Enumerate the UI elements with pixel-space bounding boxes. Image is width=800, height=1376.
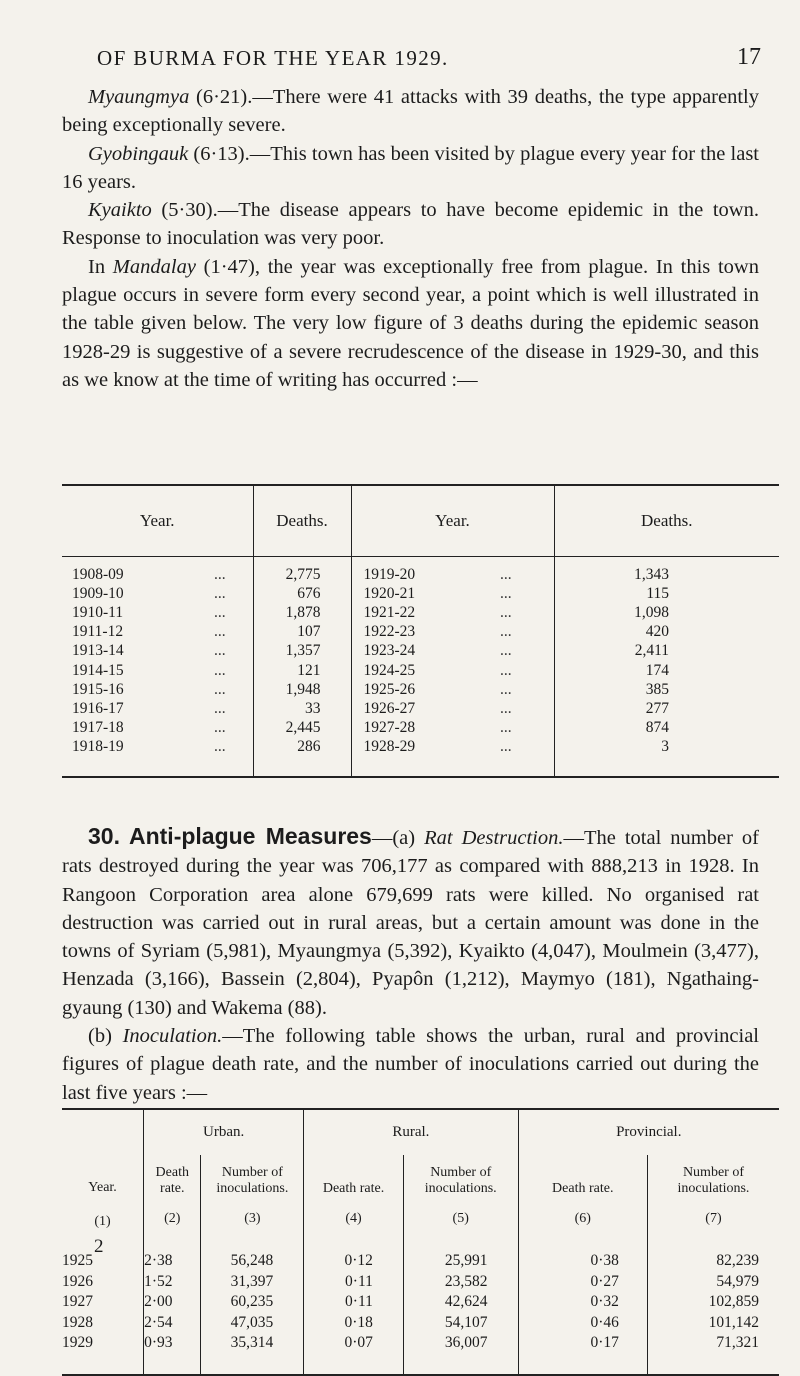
year-cell: 1918-19 <box>72 738 124 756</box>
deaths-cell: 121 <box>253 661 351 680</box>
page-number: 17 <box>737 44 761 70</box>
inoculation-paragraph: (b) Inoculation.—The following table shows the urban, rural and provincial figures of plague death rate, and the number of inoculations carried out during the last five years :— <box>62 1025 759 1104</box>
deaths-cell: 874 <box>554 719 779 738</box>
paragraph-myaungmya: Myaungmya (6·21).—There were 41 attacks with 39 deaths, the type apparently being exceptionally severe. <box>62 86 759 137</box>
leader-dots: ... <box>213 623 226 641</box>
table-row <box>62 1313 779 1334</box>
year-cell: 1924-25 <box>351 661 458 680</box>
value-cell: 0·46 <box>518 1313 647 1334</box>
leader-dots: ... <box>499 642 512 660</box>
header-deaths-1: Deaths. <box>253 485 351 557</box>
column-header: Death rate. (6) <box>518 1155 647 1231</box>
leader-dots: ... <box>499 603 512 621</box>
value-cell: 0·38 <box>518 1231 647 1272</box>
leader-dots: ... <box>499 661 512 679</box>
year-cell: 1908-09 <box>72 565 124 583</box>
value-cell: 102,859 <box>647 1292 779 1313</box>
section-30 <box>62 822 759 1107</box>
table-row <box>62 1292 779 1313</box>
value-cell: 60,235 <box>201 1292 304 1313</box>
leader-dots: ... <box>213 699 226 717</box>
deaths-cell: 1,357 <box>253 642 351 661</box>
deaths-cell: 107 <box>253 623 351 642</box>
table-row <box>62 1333 779 1354</box>
value-cell: 35,314 <box>201 1333 304 1354</box>
year-cell: 1929 <box>62 1334 93 1352</box>
year-cell: 1926 <box>62 1272 93 1290</box>
year-cell: 1927 <box>62 1293 93 1311</box>
table-row <box>62 1231 779 1272</box>
value-cell: 1·52 <box>144 1272 201 1293</box>
column-header: Number of inoculations. (5) <box>403 1155 518 1231</box>
year-cell: 1915-16 <box>72 680 124 698</box>
group-rural: Rural. <box>304 1109 518 1155</box>
value-cell: 25,991 <box>403 1231 518 1272</box>
leader-dots: ... <box>213 738 226 756</box>
deaths-cell: 1,098 <box>554 603 779 622</box>
deaths-cell: 1,878 <box>253 603 351 622</box>
year-cell: 1921-22 <box>351 603 458 622</box>
table-row <box>62 738 779 757</box>
value-cell: 2·00 <box>144 1292 201 1313</box>
leader-dots: ... <box>499 719 512 737</box>
value-cell: 0·32 <box>518 1292 647 1313</box>
paragraph-gyobingauk: Gyobingauk (6·13).—This town has been visited by plague every year for the last 16 years. <box>62 142 759 193</box>
value-cell: 47,035 <box>201 1313 304 1334</box>
deaths-cell: 420 <box>554 623 779 642</box>
table-row <box>62 603 779 622</box>
deaths-cell: 385 <box>554 680 779 699</box>
running-title: OF BURMA FOR THE YEAR 1929. <box>97 46 449 70</box>
value-cell: 36,007 <box>403 1333 518 1354</box>
leader-dots: ... <box>213 603 226 621</box>
leader-dots: ... <box>499 680 512 698</box>
leader-dots: ... <box>499 699 512 717</box>
year-cell: 1928-29 <box>351 738 458 757</box>
table-row <box>62 661 779 680</box>
leader-dots: ... <box>213 565 226 583</box>
header-year-2: Year. <box>351 485 554 557</box>
deaths-cell: 33 <box>253 699 351 718</box>
year-cell: 1922-23 <box>351 623 458 642</box>
value-cell: 23,582 <box>403 1272 518 1293</box>
section-heading: Anti-plague Measures <box>128 823 372 849</box>
deaths-cell: 174 <box>554 661 779 680</box>
value-cell: 54,979 <box>647 1272 779 1293</box>
deaths-cell: 3 <box>554 738 779 757</box>
table-row <box>62 699 779 718</box>
column-header: Death rate. (2) <box>144 1155 201 1231</box>
year-cell: 1913-14 <box>72 642 124 660</box>
deaths-cell: 1,948 <box>253 680 351 699</box>
table-row <box>62 623 779 642</box>
year-cell: 1917-18 <box>72 719 124 737</box>
deaths-cell: 277 <box>554 699 779 718</box>
leader-dots: ... <box>213 642 226 660</box>
group-provincial: Provincial. <box>518 1109 779 1155</box>
value-cell: 0·93 <box>144 1333 201 1354</box>
year-header-cell: Year. (1) <box>88 1180 117 1229</box>
table-row <box>62 1272 779 1293</box>
value-cell: 0·11 <box>304 1292 404 1313</box>
deaths-cell: 115 <box>554 584 779 603</box>
leader-dots: ... <box>499 623 512 641</box>
paragraph-kyaikto: Kyaikto (5·30).—The disease appears to have become epidemic in the town. Response to inoculation was very poor. <box>62 199 759 250</box>
year-cell: 1909-10 <box>72 584 124 602</box>
leader-dots: ... <box>499 738 512 756</box>
header-year-1: Year. <box>62 485 253 557</box>
leader-dots: ... <box>213 584 226 602</box>
deaths-cell: 2,445 <box>253 719 351 738</box>
year-cell: 1925 <box>62 1252 93 1270</box>
value-cell: 71,321 <box>647 1333 779 1354</box>
paragraph-mandalay: In Mandalay (1·47), the year was exceptionally free from plague. In this town plague occurs in severe form every second year, a point which is well illustrated in the table given below. The very low figure of 3 deaths during the epidemic season 1928-29 is suggestive of a severe recrudescence of the disease in 1929-30, and this as we know at the time of writing has occurred :— <box>62 255 759 391</box>
value-cell: 31,397 <box>201 1272 304 1293</box>
deaths-cell: 676 <box>253 584 351 603</box>
header-deaths-2: Deaths. <box>554 485 779 557</box>
year-cell: 1911-12 <box>72 623 124 641</box>
year-cell: 1926-27 <box>351 699 458 718</box>
value-cell: 54,107 <box>403 1313 518 1334</box>
value-cell: 82,239 <box>647 1231 779 1272</box>
year-cell: 1919-20 <box>351 557 458 585</box>
deaths-cell: 286 <box>253 738 351 757</box>
leader-dots: ... <box>499 565 512 583</box>
value-cell: 0·18 <box>304 1313 404 1334</box>
year-cell: 1927-28 <box>351 719 458 738</box>
column-header: Death rate. (4) <box>304 1155 404 1231</box>
year-cell: 1920-21 <box>351 584 458 603</box>
leader-dots: ... <box>213 719 226 737</box>
mandalay-deaths-table <box>62 484 779 778</box>
value-cell: 0·12 <box>304 1231 404 1272</box>
table-row <box>62 642 779 661</box>
value-cell: 2·54 <box>144 1313 201 1334</box>
rat-destruction-paragraph: 30. Anti-plague Measures—(a) Rat Destruction.—The total number of rats destroyed during the year was 706,177 as compared with 888,213 in 1928. In Rangoon Corporation area alone 679,699 rats were killed. No organised rat destruction was carried out in rural areas, but a certain amount was done in the towns of Syriam (5,981), Myaungmya (5,392), Kyaikto (4,047), Moulmein (3,477), Henzada (3,166), Bassein (2,804), Pyapôn (1,212), Maymyo (181), Ngathaing-gyaung (130) and Wakema (88). <box>62 823 759 1019</box>
value-cell: 0·17 <box>518 1333 647 1354</box>
value-cell: 101,142 <box>647 1313 779 1334</box>
year-cell: 1916-17 <box>72 699 124 717</box>
value-cell: 2·38 <box>144 1231 201 1272</box>
deaths-cell: 2,411 <box>554 642 779 661</box>
inoculation-table <box>62 1108 779 1376</box>
year-cell: 1910-11 <box>72 603 124 621</box>
page-header <box>0 38 800 78</box>
value-cell: 0·11 <box>304 1272 404 1293</box>
year-cell: 1925-26 <box>351 680 458 699</box>
group-urban: Urban. <box>144 1109 304 1155</box>
table-row <box>62 557 779 585</box>
leader-dots: ... <box>499 584 512 602</box>
table-row <box>62 584 779 603</box>
leader-dots: ... <box>213 680 226 698</box>
value-cell: 0·07 <box>304 1333 404 1354</box>
value-cell: 42,624 <box>403 1292 518 1313</box>
column-header: Number of inoculations. (7) <box>647 1155 779 1231</box>
value-cell: 0·27 <box>518 1272 647 1293</box>
table-row <box>62 680 779 699</box>
town-paragraphs <box>62 83 759 394</box>
year-cell: 1923-24 <box>351 642 458 661</box>
year-cell: 1928 <box>62 1313 93 1331</box>
signature-mark: 2 <box>94 1236 104 1257</box>
leader-dots: ... <box>213 661 226 679</box>
column-header: Number of inoculations. (3) <box>201 1155 304 1231</box>
year-cell: 1914-15 <box>72 661 124 679</box>
value-cell: 56,248 <box>201 1231 304 1272</box>
deaths-cell: 1,343 <box>554 557 779 585</box>
deaths-cell: 2,775 <box>253 557 351 585</box>
table-row <box>62 719 779 738</box>
